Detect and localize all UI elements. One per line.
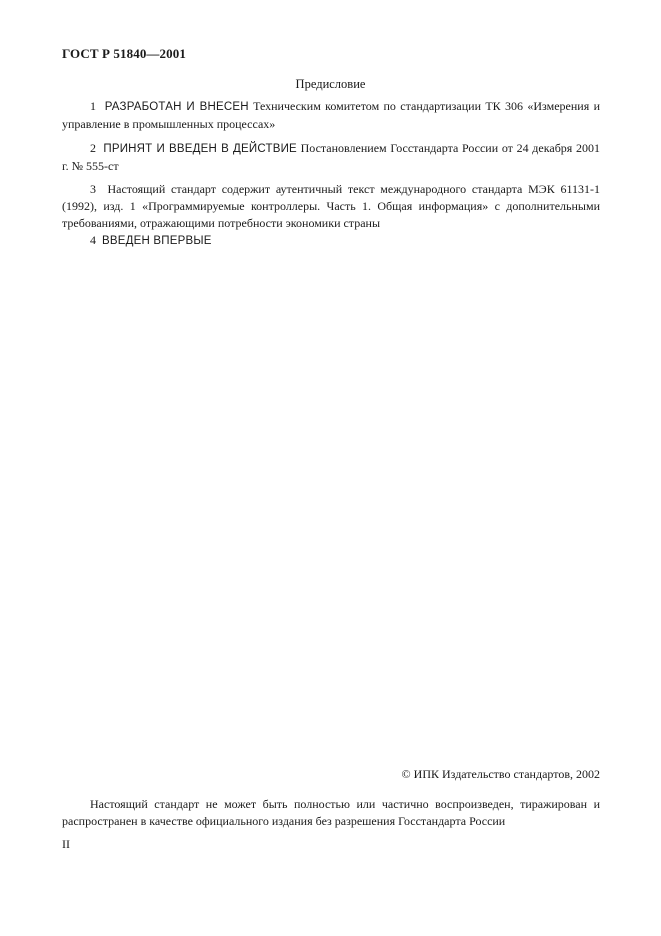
paragraph-number: 3 (90, 182, 96, 196)
section-title: Предисловие (295, 77, 366, 91)
paragraph-caps-lead: ВВЕДЕН ВПЕРВЫЕ (102, 235, 212, 247)
foreword-paragraph-1 (62, 98, 600, 133)
foreword-paragraph-4 (62, 232, 600, 250)
copyright-line: © ИПК Издательство стандартов, 2002 (401, 767, 600, 781)
reproduction-notice: Настоящий стандарт не может быть полностью или частично воспроизведен, тиражирован и распространен в качестве официального издания без разрешения Госстандарта России (62, 797, 600, 828)
page-number: II (62, 837, 70, 851)
paragraph-number: 2 (90, 141, 96, 155)
paragraph-caps-lead: ПРИНЯТ И ВВЕДЕН В ДЕЙСТВИЕ (103, 143, 297, 155)
paragraph-caps-lead: РАЗРАБОТАН И ВНЕСЕН (104, 101, 249, 113)
paragraph-text: Техническим комитетом по стандартизации ТК 306 «Измерения и управление в промышленных процессах» (62, 99, 600, 131)
paragraph-text: Настоящий стандарт содержит аутентичный текст международного стандарта МЭК 61131-1 (1992), изд. 1 «Программируемые контроллеры. Часть 1. Общая информация» с дополнительными требованиями, отражающими потребности экономики страны (62, 182, 600, 230)
foreword-paragraph-2 (62, 140, 600, 175)
paragraph-number: 4 (90, 233, 96, 247)
paragraph-number: 1 (90, 99, 96, 113)
standard-number: ГОСТ Р 51840—2001 (62, 46, 186, 61)
foreword-paragraph-3 (62, 181, 600, 232)
paragraph-text: Постановлением Госстандарта России от 24 декабря 2001 г. № 555-ст (62, 141, 601, 173)
